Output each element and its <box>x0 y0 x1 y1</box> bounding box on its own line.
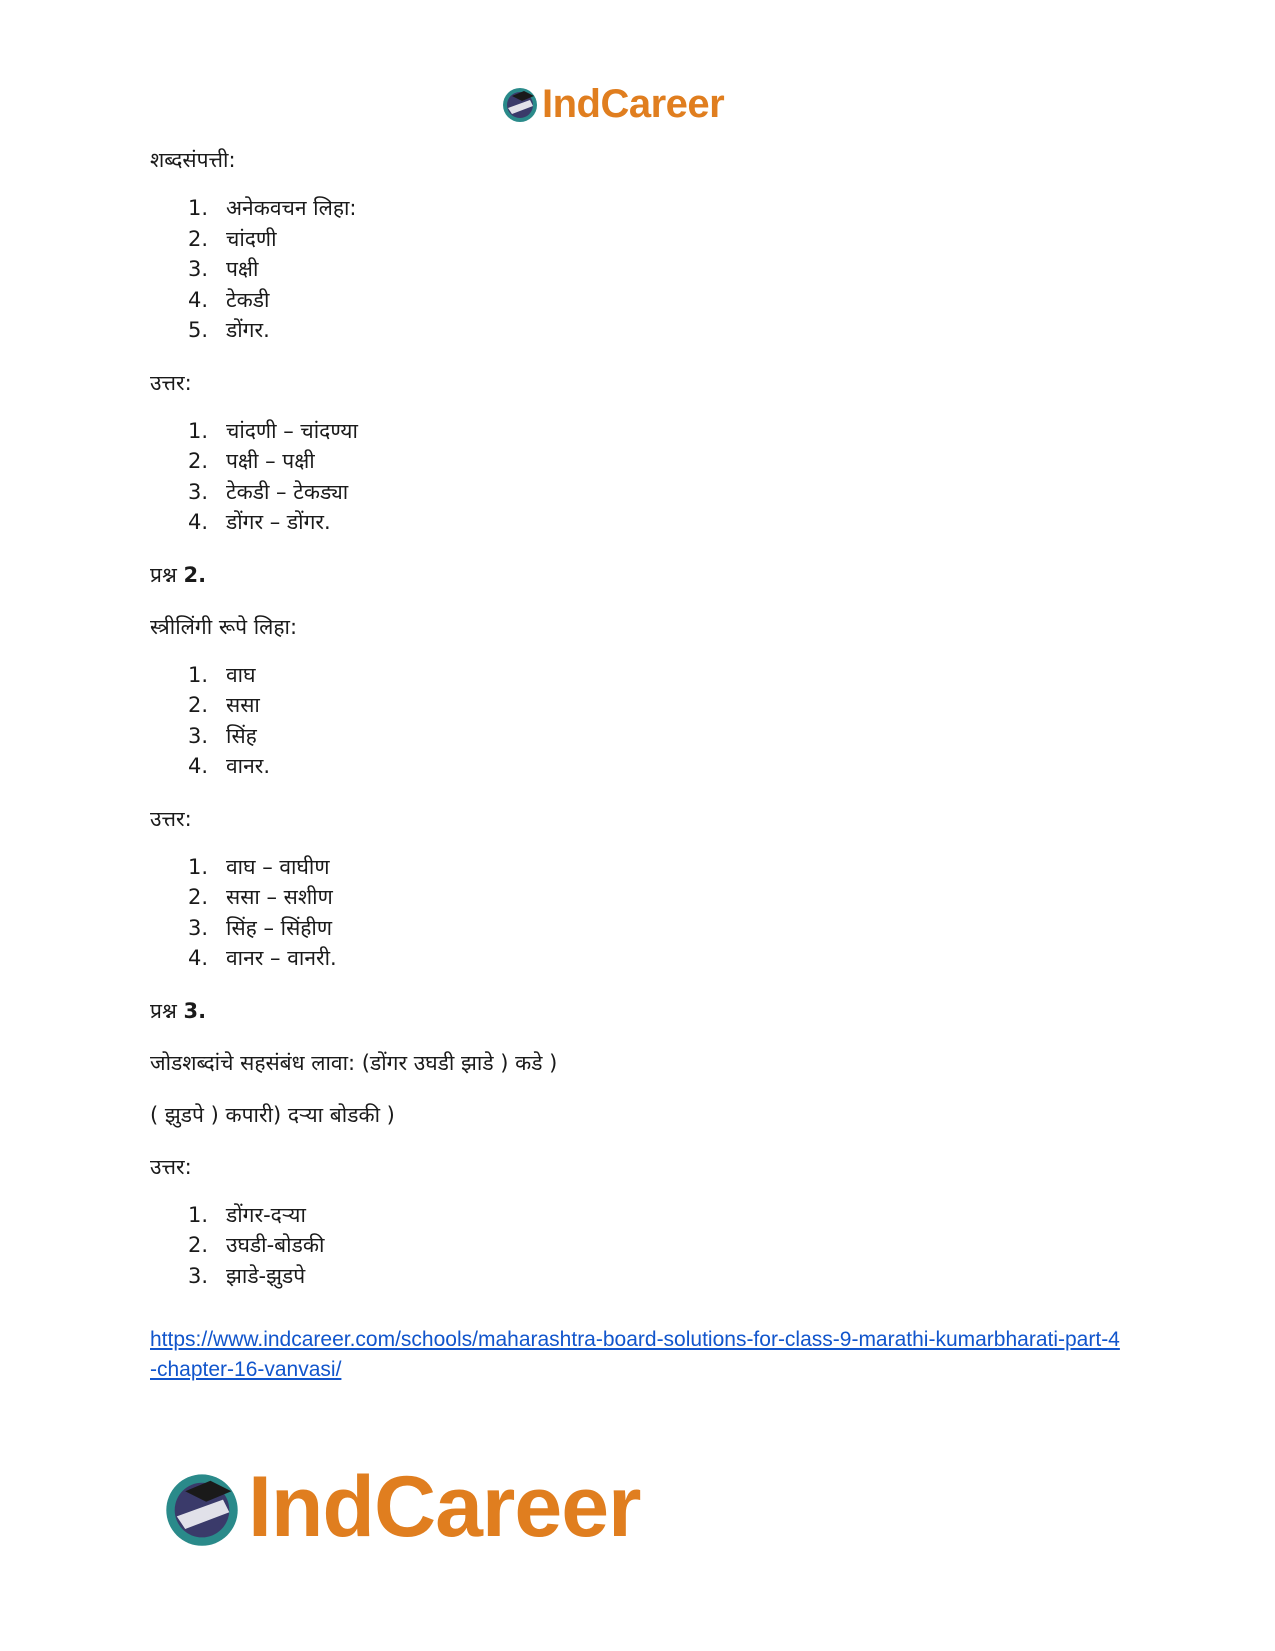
list-item <box>188 193 1130 224</box>
list-item-text: झाडे-झुडपे <box>226 1263 306 1288</box>
list-item-number: 2. <box>188 226 209 251</box>
list-item-text: पक्षी – पक्षी <box>226 449 315 473</box>
graduation-globe-icon <box>500 84 540 124</box>
list-item-number: 1. <box>188 418 209 443</box>
numbered-list <box>150 193 1130 346</box>
list-item-text: सिंह <box>226 723 257 748</box>
list-item-number: 3. <box>188 479 209 504</box>
list-item-text: पक्षी <box>226 257 259 281</box>
list-item-text: डोंगर – डोंगर. <box>226 510 331 534</box>
numbered-list <box>150 416 1130 538</box>
indcareer-logo-header <box>500 78 780 130</box>
list-item-number: 2. <box>188 1233 209 1257</box>
list-item-number: 3. <box>188 723 209 748</box>
list-item-number: 4. <box>188 510 209 534</box>
list-item <box>188 852 1130 883</box>
list-item-text: चांदणी <box>226 226 277 251</box>
numbered-list <box>150 660 1130 782</box>
list-item-text: उघडी-बोडकी <box>226 1233 325 1257</box>
list-item-number: 1. <box>188 196 209 220</box>
question-heading <box>150 996 1130 1026</box>
graduation-globe-icon <box>160 1466 244 1550</box>
list-item-text: डोंगर. <box>226 318 270 342</box>
list-item-number: 2. <box>188 449 209 473</box>
list-item <box>188 882 1130 913</box>
list-item-number: 1. <box>188 662 209 687</box>
list-item-number: 2. <box>188 693 209 717</box>
list-item <box>188 477 1130 508</box>
list-item-text: वानर. <box>226 754 271 778</box>
logo-wordmark: IndCareer <box>248 1459 641 1555</box>
list-item-text: ससा <box>226 693 260 717</box>
list-item <box>188 507 1130 538</box>
list-item <box>188 446 1130 477</box>
list-item-number: 3. <box>188 1263 209 1288</box>
list-item <box>188 285 1130 316</box>
paragraph: उत्तर: <box>150 806 192 831</box>
list-item-text: टेकडी <box>226 287 270 312</box>
list-item-number: 4. <box>188 754 209 778</box>
question-heading <box>150 560 1130 590</box>
list-item <box>188 943 1130 974</box>
list-item <box>188 751 1130 782</box>
numbered-list <box>150 1200 1130 1292</box>
list-item-text: वाघ – वाघीण <box>226 854 330 879</box>
list-item <box>188 721 1130 752</box>
question-label: प्रश्न <box>150 998 184 1023</box>
list-item <box>188 1261 1130 1292</box>
list-item <box>188 315 1130 346</box>
paragraph: उत्तर: <box>150 370 192 395</box>
paragraph: उत्तर: <box>150 1154 192 1179</box>
list-item <box>188 224 1130 255</box>
source-link[interactable]: https://www.indcareer.com/schools/maharashtra-board-solutions-for-class-9-marathi-kumarbharati-part-4-chapter-16-vanvasi/ <box>150 1328 1120 1381</box>
paragraph: शब्दसंपत्ती: <box>150 148 236 172</box>
list-item-number: 3. <box>188 915 209 940</box>
list-item-text: डोंगर-दऱ्या <box>226 1202 306 1227</box>
list-item <box>188 690 1130 721</box>
paragraph: स्त्रीलिंगी रूपे लिहा: <box>150 614 298 639</box>
question-number: 2. <box>183 562 207 587</box>
list-item-number: 4. <box>188 287 209 312</box>
list-item-number: 5. <box>188 318 209 342</box>
list-item-text: सिंह – सिंहीण <box>226 915 333 940</box>
list-item-text: वाघ <box>226 662 256 687</box>
list-item <box>188 1200 1130 1231</box>
list-item-number: 3. <box>188 257 209 281</box>
list-item <box>188 416 1130 447</box>
list-item <box>188 1230 1130 1261</box>
numbered-list <box>150 852 1130 974</box>
list-item-number: 2. <box>188 885 209 909</box>
list-item-text: ससा – सशीण <box>226 885 333 909</box>
list-item-text: वानर – वानरी. <box>226 946 337 970</box>
list-item-text: चांदणी – चांदण्या <box>226 418 358 443</box>
list-item <box>188 660 1130 691</box>
list-item-number: 4. <box>188 946 209 970</box>
paragraph: जोडशब्दांचे सहसंबंध लावा: (डोंगर उघडी झाडे ) कडे ) <box>150 1050 558 1075</box>
document-body <box>150 145 1130 1385</box>
list-item-number: 1. <box>188 1202 209 1227</box>
question-number: 3. <box>183 998 207 1023</box>
list-item-text: अनेकवचन लिहा: <box>226 196 357 220</box>
question-label: प्रश्न <box>150 562 184 587</box>
list-item-text: टेकडी – टेकड्या <box>226 479 349 504</box>
list-item <box>188 254 1130 285</box>
list-item-number: 1. <box>188 854 209 879</box>
logo-wordmark: IndCareer <box>542 81 725 126</box>
paragraph: ( झुडपे ) कपारी) दऱ्या बोडकी ) <box>150 1102 395 1127</box>
list-item <box>188 913 1130 944</box>
indcareer-logo-footer <box>160 1460 720 1555</box>
